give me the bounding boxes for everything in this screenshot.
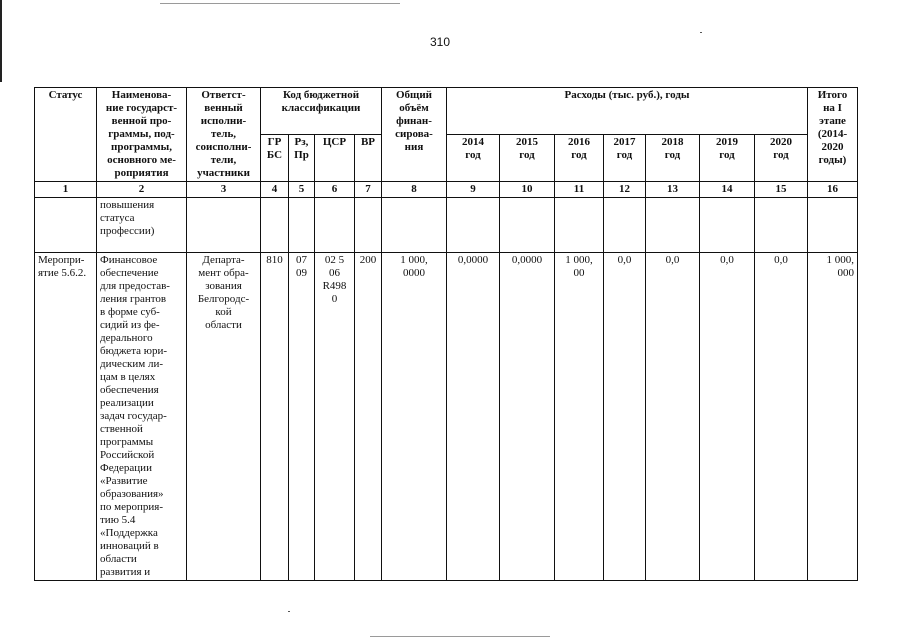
column-number: 15 bbox=[755, 182, 808, 198]
column-number: 3 bbox=[187, 182, 261, 198]
column-number: 9 bbox=[447, 182, 500, 198]
cell-year bbox=[700, 198, 755, 253]
cell-total-stage bbox=[808, 198, 858, 253]
column-number: 7 bbox=[355, 182, 382, 198]
column-number: 16 bbox=[808, 182, 858, 198]
cell-responsible bbox=[187, 198, 261, 253]
cell-total-stage: 1 000, 000 bbox=[808, 253, 858, 581]
header-responsible: Ответст- венный исполни- тель, соисполни- тели, участники bbox=[187, 88, 261, 182]
cell-year bbox=[755, 198, 808, 253]
cell-csr: 02 5 06 R498 0 bbox=[315, 253, 355, 581]
column-number-row bbox=[35, 182, 858, 198]
header-vr: ВР bbox=[355, 135, 382, 182]
column-number: 2 bbox=[97, 182, 187, 198]
column-number: 13 bbox=[646, 182, 700, 198]
cell-year-2016: 1 000, 00 bbox=[555, 253, 604, 581]
header-rzpr: Рз, Пр bbox=[289, 135, 315, 182]
header-budget-code: Код бюджетной классификации bbox=[261, 88, 382, 135]
column-number: 5 bbox=[289, 182, 315, 198]
budget-table bbox=[34, 87, 858, 581]
cell-year-2017: 0,0 bbox=[604, 253, 646, 581]
header-name: Наименова- ние государст- венной про- граммы, под- программы, основного ме- роприятия bbox=[97, 88, 187, 182]
cell-year bbox=[555, 198, 604, 253]
cell-responsible: Департа- мент обра- зования Белгородс- кой области bbox=[187, 253, 261, 581]
header-status: Статус bbox=[35, 88, 97, 182]
header-expenses: Расходы (тыс. руб.), годы bbox=[447, 88, 808, 135]
cell-year-2019: 0,0 bbox=[700, 253, 755, 581]
header-year-2017: 2017 год bbox=[604, 135, 646, 182]
cell-rzpr bbox=[289, 198, 315, 253]
scan-speck bbox=[288, 611, 290, 612]
cell-csr bbox=[315, 198, 355, 253]
column-number: 10 bbox=[500, 182, 555, 198]
table-row-continuation bbox=[35, 198, 858, 253]
cell-year-2014: 0,0000 bbox=[447, 253, 500, 581]
header-csr: ЦСР bbox=[315, 135, 355, 182]
scan-artifact-top bbox=[160, 3, 400, 4]
column-number: 8 bbox=[382, 182, 447, 198]
cell-year-2020: 0,0 bbox=[755, 253, 808, 581]
column-number: 12 bbox=[604, 182, 646, 198]
cell-name: повышения статуса профессии) bbox=[97, 198, 187, 253]
cell-grbs bbox=[261, 198, 289, 253]
cell-year-2015: 0,0000 bbox=[500, 253, 555, 581]
cell-total-volume bbox=[382, 198, 447, 253]
header-row-1 bbox=[35, 88, 858, 135]
cell-year bbox=[646, 198, 700, 253]
column-number: 14 bbox=[700, 182, 755, 198]
cell-total-volume: 1 000, 0000 bbox=[382, 253, 447, 581]
header-year-2014: 2014 год bbox=[447, 135, 500, 182]
cell-vr bbox=[355, 198, 382, 253]
table-row-measure-5-6-2 bbox=[35, 253, 858, 581]
cell-year bbox=[447, 198, 500, 253]
header-year-2015: 2015 год bbox=[500, 135, 555, 182]
cell-year bbox=[500, 198, 555, 253]
header-year-2019: 2019 год bbox=[700, 135, 755, 182]
page-number: 310 bbox=[429, 35, 451, 49]
cell-status: Меропри- ятие 5.6.2. bbox=[35, 253, 97, 581]
column-number: 1 bbox=[35, 182, 97, 198]
column-number: 6 bbox=[315, 182, 355, 198]
header-year-2016: 2016 год bbox=[555, 135, 604, 182]
header-year-2018: 2018 год bbox=[646, 135, 700, 182]
scan-artifact-bottom bbox=[370, 636, 550, 637]
column-number: 11 bbox=[555, 182, 604, 198]
scan-speck bbox=[700, 32, 702, 33]
cell-status bbox=[35, 198, 97, 253]
column-number: 4 bbox=[261, 182, 289, 198]
cell-year bbox=[604, 198, 646, 253]
cell-vr: 200 bbox=[355, 253, 382, 581]
header-grbs: ГР БС bbox=[261, 135, 289, 182]
header-total-volume: Общий объём финан- сирова- ния bbox=[382, 88, 447, 182]
cell-year-2018: 0,0 bbox=[646, 253, 700, 581]
cell-name: Финансовое обеспечение для предостав- ления грантов в форме суб- сидий из фе- дерального бюджета юри- дическим ли- цам в целях обеспечения реализации задач государ- ственной программы Российской Федерации «Развитие образования» по мероприя- тию 5.4 «Поддержка инноваций в области развития и bbox=[97, 253, 187, 581]
header-year-2020: 2020 год bbox=[755, 135, 808, 182]
header-total-stage: Итого на I этапе (2014- 2020 годы) bbox=[808, 88, 858, 182]
cell-rzpr: 07 09 bbox=[289, 253, 315, 581]
cell-grbs: 810 bbox=[261, 253, 289, 581]
